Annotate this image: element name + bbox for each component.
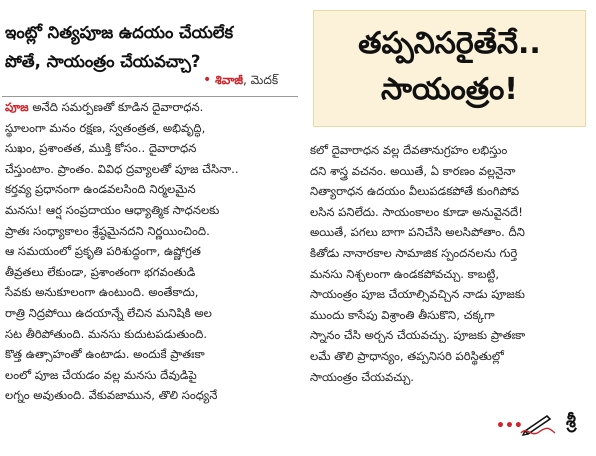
column-1-first-line [5, 97, 297, 118]
column-2-line: సాయంత్రం పూజ చేయాల్సివచ్చిన నాడు పూజకు [310, 287, 525, 302]
column-1-line: కొత్త ఉత్సాహంతో ఉంటాడు. అందుకే ప్రాతఃకా [5, 347, 205, 362]
question-line-1: ఇంట్లో నిత్యపూజ ఉదయం చేయలేక [5, 23, 234, 42]
column-1-line: కర్తవ్య ప్రధానంగా ఉండవలసింది నిర్మలమైన [5, 182, 196, 197]
author-signature: శ్రీ [566, 411, 576, 432]
footer-dots: ••• [496, 418, 523, 434]
headline-line-1: తప్పనిసరైతేనే.. [358, 26, 541, 61]
column-1-line: సట తీరిపోతుంది. మనసు కుదుటపడుతుంది. [5, 326, 208, 341]
question-heading [5, 18, 295, 76]
column-1-line: ప్రాతః సంధ్యాకాలం శ్రేష్ఠమైనదని నిర్ణయించింది. [5, 223, 210, 238]
answer-column-2 [310, 140, 592, 387]
answer-headline-box [313, 10, 586, 127]
column-2-line: కలో దైవారాధన వల్ల దేవతానుగ్రహం లభిస్తుం [310, 143, 508, 157]
column-1-line: లగ్నం అవుతుంది. వేకువజామున, తొలి సంధ్యనే [5, 388, 218, 403]
column-2-line: మనసు నిశ్చలంగా ఉండకపోవచ్చు. కాబట్టి, [310, 266, 500, 281]
question-line-2: పోతే, సాయంత్రం చేయవచ్చా? [5, 52, 201, 71]
pen-icon [519, 412, 559, 436]
reader-credit [203, 72, 278, 90]
column-2-line: సాయంత్రం చేయవచ్చు. [310, 369, 414, 384]
column-1-line: రాత్రి నిద్రపోయి ఉదయాన్నే లేచిన మనిషికి అల [5, 305, 212, 320]
column-2-line: లమే తొలి ప్రాధాన్యం, తప్పనిసరి పరిస్థితుల్లో [310, 348, 504, 363]
column-1-line: సుఖం, ప్రశాంతత, ముక్తి కోసం.. దైవారాధన [5, 141, 197, 156]
column-2-line: లసిన పనిలేదు. సాయంకాలం కూడా అనువైనదే! [310, 204, 523, 219]
column-1-line: చేస్తుంటాం. ప్రాంతం. వివిధ ద్రవ్యాలతో పూజ చేసినా.. [5, 161, 239, 176]
column-1-first-line-text: అనేది సమర్పణతో కూడిన దైవారాధన. [28, 100, 204, 114]
column-2-line: అయితే, పగలు బాగా పనిచేసి అలసిపోతాం. దీని [310, 225, 525, 240]
column-2-line: దని శాస్త్ర వచనం. అయితే, ఏ కారణం వల్లనైనా [310, 163, 516, 178]
column-1-line: స్థూలంగా మనం రక్షణ, స్వతంత్రత, అభివృద్ధి, [5, 120, 206, 135]
column-1-line: లంలో పూజ చేయడం వల్ల మనసు దేవుడిపై [5, 367, 197, 382]
column-1-line: ఆ సమయంలో ప్రకృతి పరిశుద్ధంగా, ఉష్ణోగ్రత [5, 244, 201, 259]
reader-place: , మెదక్ [243, 73, 279, 87]
column-1-line: తీవ్రతలు లేకుండా, ప్రశాంతంగా భగవంతుడి [5, 264, 196, 279]
answer-column-1 [5, 97, 297, 406]
credit-bullet: • [203, 72, 212, 88]
column-1-line: మనసు! ఆర్ష సంప్రదాయం ఆధ్యాత్మిక సాధనలకు [5, 202, 220, 217]
headline-line-2: సాయంత్రం! [381, 72, 518, 107]
pooja-keyword: పూజ [5, 100, 29, 114]
column-2-line: నిత్యారాధన ఉదయం వీలుపడకపోతే కుంగిపోవ [310, 184, 520, 199]
column-1-line: సేవకు అనుకూలంగా ఉంటుంది. అంతేకాదు, [5, 285, 199, 300]
column-2-line: స్నానం చేసి అర్చన చేయవచ్చు. పూజకు ప్రాతఃకా [310, 328, 526, 343]
column-2-line: కితోడు నానారకాల సామాజిక స్పందనలను గుర్తె [310, 245, 518, 260]
column-2-line: ముందు కాసేపు విశ్రాంతి తీసుకొని, చక్కగా [310, 307, 495, 322]
reader-name: శివాజీ [215, 73, 244, 87]
